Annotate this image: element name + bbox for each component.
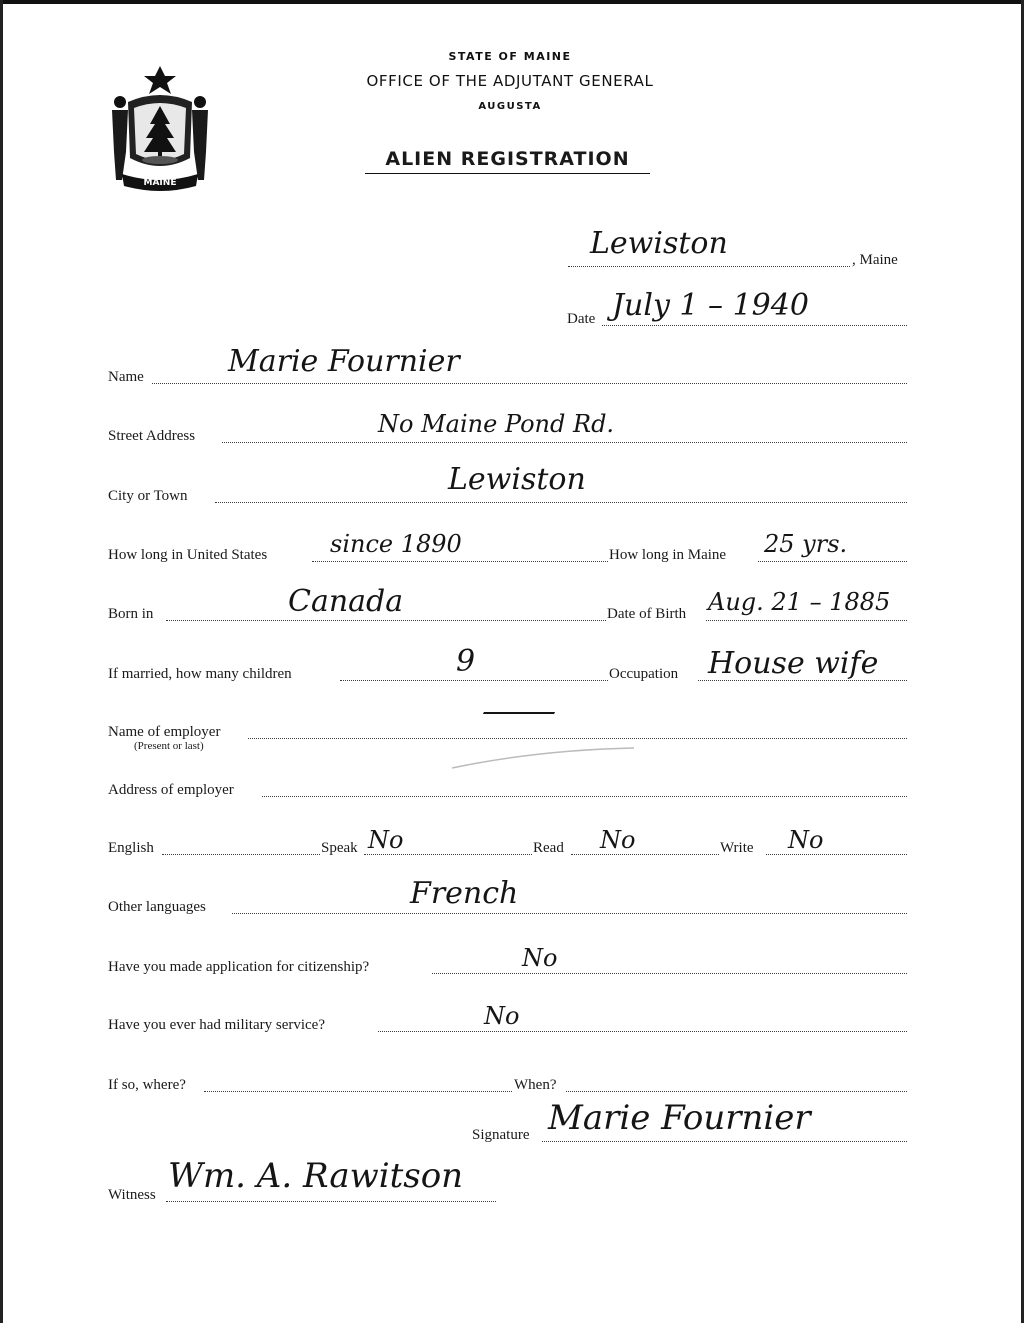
when-label: When? xyxy=(514,1077,557,1093)
english-line xyxy=(162,854,320,855)
speak-line xyxy=(364,854,532,855)
children-value: 9 xyxy=(456,644,476,679)
how-long-us-label: How long in United States xyxy=(108,547,268,563)
read-line xyxy=(571,854,719,855)
date-label: Date xyxy=(567,311,596,327)
citizenship-value: No xyxy=(522,944,558,972)
maine-state-seal-icon xyxy=(104,62,216,192)
date-of-birth-value: Aug. 21 – 1885 xyxy=(708,588,891,616)
date-of-birth-line xyxy=(706,620,907,621)
employer-label: Name of employer xyxy=(108,724,221,740)
write-label: Write xyxy=(720,840,754,856)
read-label: Read xyxy=(533,840,564,856)
children-line xyxy=(340,680,608,681)
place-value: Lewiston xyxy=(590,226,728,261)
born-in-line xyxy=(166,620,606,621)
military-value: No xyxy=(484,1002,520,1030)
how-long-maine-label: How long in Maine xyxy=(609,547,727,563)
street-address-value: No Maine Pond Rd. xyxy=(378,410,615,438)
other-languages-line xyxy=(232,913,907,914)
how-long-us-line xyxy=(312,561,608,562)
born-in-label: Born in xyxy=(108,606,154,622)
other-languages-value: French xyxy=(410,876,519,911)
other-languages-label: Other languages xyxy=(108,899,206,915)
occupation-value: House wife xyxy=(708,646,879,681)
street-address-label: Street Address xyxy=(108,428,196,444)
employer-address-line xyxy=(262,796,907,797)
seal-banner-text: MAINE xyxy=(143,178,177,188)
name-value: Marie Fournier xyxy=(228,344,460,379)
scan-border-top xyxy=(0,0,1024,4)
where-label: If so, where? xyxy=(108,1077,186,1093)
citizenship-line xyxy=(432,973,907,974)
place-line xyxy=(568,266,850,267)
employer-faint-stroke xyxy=(448,742,638,772)
city-value: Lewiston xyxy=(448,462,586,497)
date-value: July 1 – 1940 xyxy=(612,288,809,323)
signature-value: Marie Fournier xyxy=(548,1098,811,1138)
how-long-us-value: since 1890 xyxy=(330,530,462,558)
header-office: OFFICE OF THE ADJUTANT GENERAL xyxy=(366,72,654,90)
signature-line xyxy=(542,1141,907,1142)
city-line xyxy=(215,502,907,503)
where-line xyxy=(204,1091,512,1092)
how-long-maine-value: 25 yrs. xyxy=(764,530,848,558)
how-long-maine-line xyxy=(758,561,907,562)
read-value: No xyxy=(600,826,636,854)
witness-label: Witness xyxy=(108,1187,156,1203)
street-address-line xyxy=(222,442,907,443)
witness-value: Wm. A. Rawitson xyxy=(168,1156,464,1196)
military-line xyxy=(378,1031,907,1032)
citizenship-label: Have you made application for citizenship? xyxy=(108,959,370,975)
when-line xyxy=(566,1091,907,1092)
children-label: If married, how many children xyxy=(108,666,292,682)
name-line xyxy=(152,383,907,384)
employer-address-label: Address of employer xyxy=(108,782,234,798)
military-label: Have you ever had military service? xyxy=(108,1017,325,1033)
speak-label: Speak xyxy=(321,840,358,856)
occupation-label: Occupation xyxy=(609,666,679,682)
place-suffix-label: , Maine xyxy=(852,252,898,268)
born-in-value: Canada xyxy=(288,584,404,619)
city-label: City or Town xyxy=(108,488,188,504)
header-state: STATE OF MAINE xyxy=(448,50,572,63)
date-line xyxy=(602,325,907,326)
form-title: ALIEN REGISTRATION xyxy=(365,148,650,174)
speak-value: No xyxy=(368,826,404,854)
employer-sublabel: (Present or last) xyxy=(134,740,204,752)
header-city: AUGUSTA xyxy=(478,101,542,112)
scan-border-left xyxy=(0,0,3,1323)
employer-line xyxy=(248,738,907,739)
write-line xyxy=(766,854,907,855)
english-label: English xyxy=(108,840,154,856)
signature-label: Signature xyxy=(472,1127,530,1143)
date-of-birth-label: Date of Birth xyxy=(607,606,687,622)
write-value: No xyxy=(788,826,824,854)
name-label: Name xyxy=(108,369,144,385)
employer-value: — xyxy=(480,694,558,729)
witness-line xyxy=(166,1201,496,1202)
